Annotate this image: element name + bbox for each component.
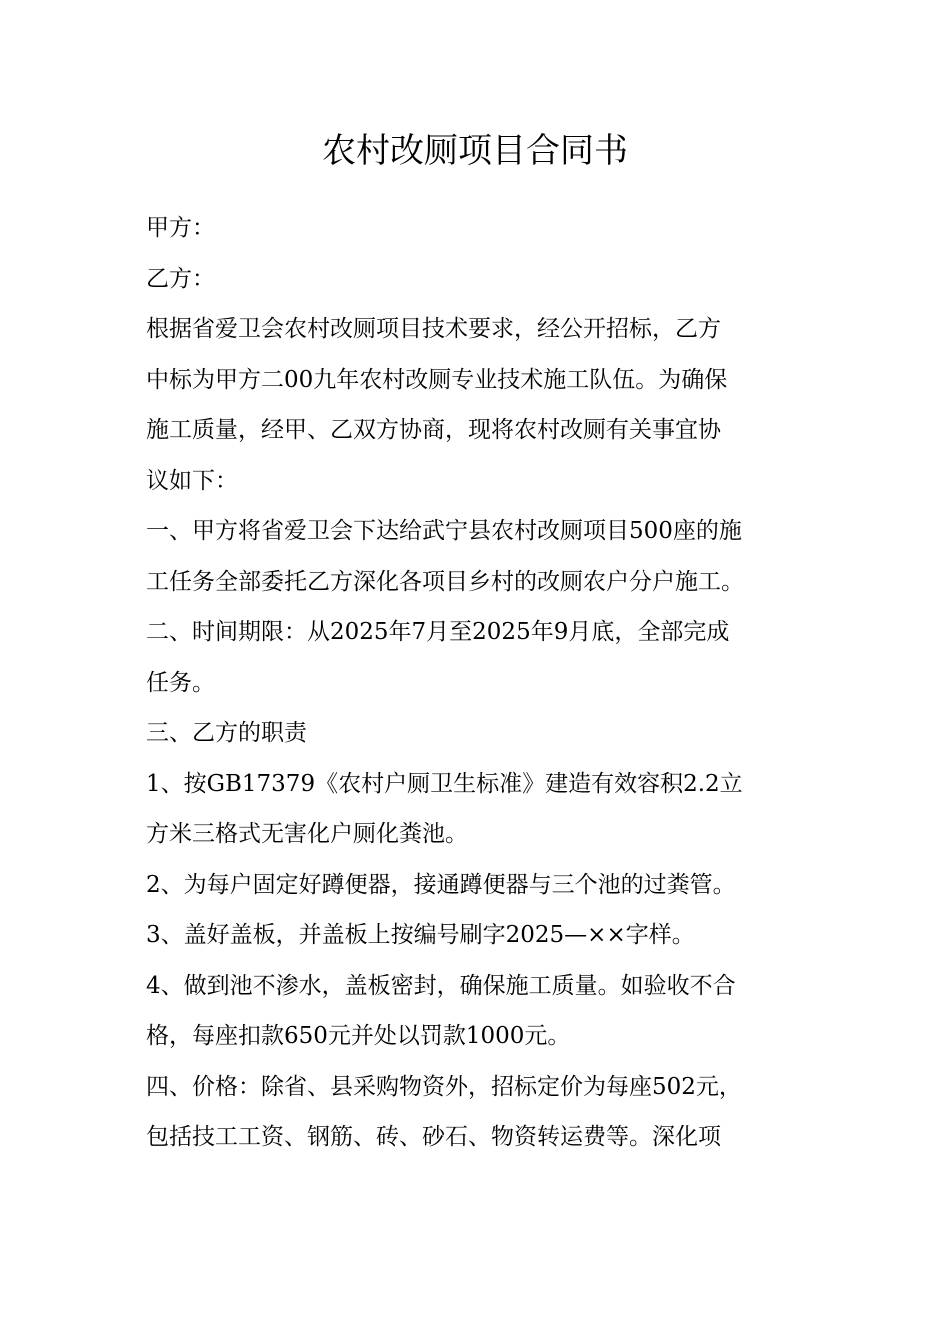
clause-2-line-1: 二、时间期限：从2025年7月至2025年9月底，全部完成 bbox=[146, 619, 730, 645]
clause-1-line-1: 一、甲方将省爱卫会下达给武宁县农村改厕项目500座的施 bbox=[146, 518, 742, 544]
party-b-line: 乙方： bbox=[146, 265, 215, 292]
intro-line-2: 中标为甲方二00九年农村改厕专业技术施工队伍。为确保 bbox=[146, 366, 728, 393]
duty-1-line-2: 方米三格式无害化户厕化粪池。 bbox=[146, 821, 468, 847]
duty-4-line-1: 4、做到池不渗水，盖板密封，确保施工质量。如验收不合 bbox=[146, 972, 736, 999]
clause-3-heading: 三、乙方的职责 bbox=[146, 720, 307, 746]
intro-line-3: 施工质量，经甲、乙双方协商，现将农村改厕有关事宜协 bbox=[146, 417, 721, 443]
clause-4-line-2: 包括技工工资、钢筋、砖、砂石、物资转运费等。深化项 bbox=[146, 1124, 721, 1150]
clause-4-line-1: 四、价格：除省、县采购物资外，招标定价为每座502元， bbox=[146, 1073, 742, 1100]
duty-3-line: 3、盖好盖板，并盖板上按编号刷字2025—××字样。 bbox=[146, 922, 695, 948]
intro-line-1: 根据省爱卫会农村改厕项目技术要求，经公开招标，乙方 bbox=[146, 316, 721, 342]
clause-2-line-2: 任务。 bbox=[146, 669, 215, 696]
party-a-line: 甲方： bbox=[146, 215, 215, 241]
duty-4-line-2: 格，每座扣款650元并处以罚款1000元。 bbox=[146, 1023, 571, 1049]
clause-1-line-2: 工任务全部委托乙方深化各项目乡村的改厕农户分户施工。 bbox=[146, 568, 744, 595]
document-title: 农村改厕项目合同书 bbox=[322, 131, 628, 171]
duty-2-line: 2、为每户固定好蹲便器，接通蹲便器与三个池的过粪管。 bbox=[146, 871, 736, 898]
duty-1-line-1: 1、按GB17379《农村户厕卫生标准》建造有效容积2.2立 bbox=[146, 770, 743, 797]
document-body bbox=[146, 203, 808, 1163]
intro-line-4: 议如下： bbox=[146, 467, 238, 494]
